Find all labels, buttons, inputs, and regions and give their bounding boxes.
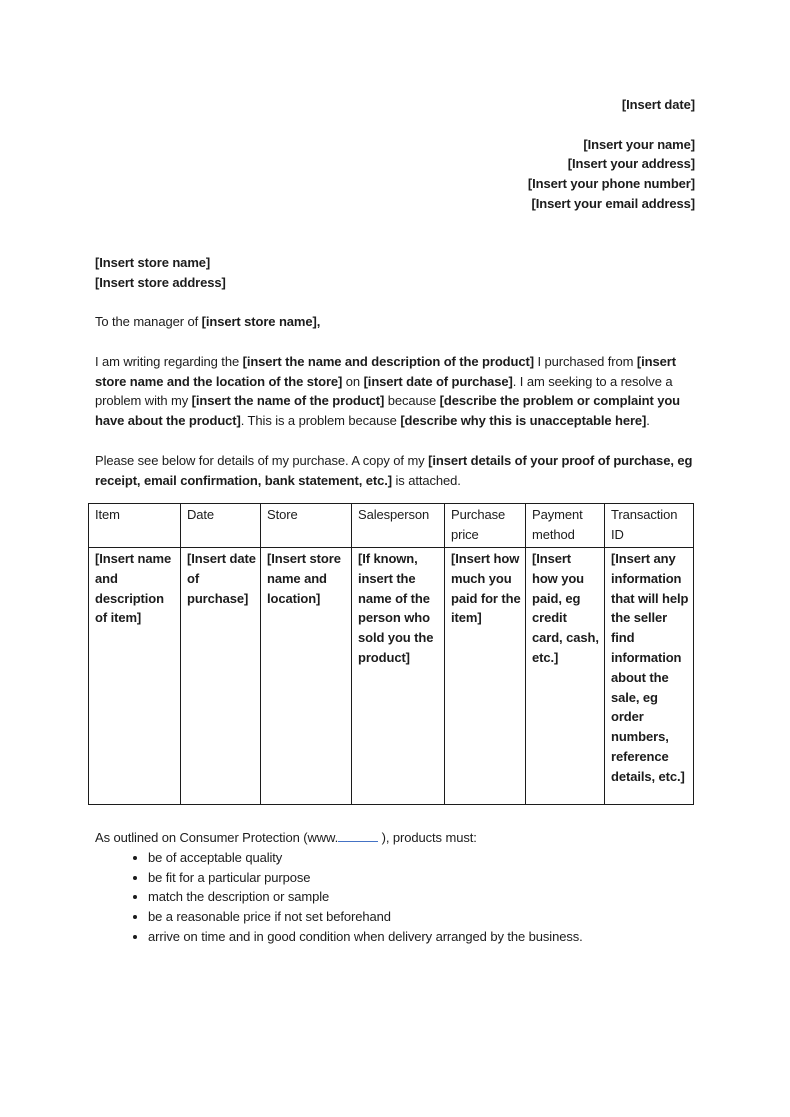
list-item: • be fit for a particular purpose [148,868,695,888]
consumer-protection-suffix: ), products must: [378,829,477,845]
list-item: • arrive on time and in good condition when delivery arranged by the business. [148,927,695,947]
insert-name-line: [Insert your name] [583,136,695,152]
table-header-transaction-id: Transaction ID [605,504,694,548]
complaint-paragraph: I am writing regarding the [insert the name and description of the product] I purchased from [insert store name and the location of the store] on [insert date of purchase]. I am seeking to a resolve a problem with my [insert the name of the product] because [describe the problem or complaint you have about the product]. This is a problem because [describe why this is unacceptable here]. [95,353,681,429]
proof-of-purchase-paragraph: Please see below for details of my purchase. A copy of my [insert details of your proof of purchase, eg receipt, email confirmation, bank statement, etc.] is attached. [95,452,693,488]
table-header-row [89,504,694,548]
store-name-line: [Insert store name] [95,254,211,270]
salutation-line: To the manager of [insert store name], [95,314,321,330]
table-cell-date: [Insert date of purchase] [181,547,261,804]
table-cell-transaction-id: [Insert any information that will help the seller find information about the sale, eg order numbers, reference details, etc.] [605,547,694,804]
insert-address-line: [Insert your address] [567,156,695,172]
insert-date-line: [Insert date] [621,97,695,112]
table-header-payment-method: Payment method [526,504,605,548]
table-row [89,547,694,804]
purchase-details-table [88,503,694,805]
table-header-store: Store [261,504,352,548]
products-requirements-list [95,848,695,947]
recipient-block [95,253,695,293]
table-cell-item: [Insert name and description of item] [89,547,181,804]
table-cell-salesperson: [If known, insert the name of the person who sold you the product] [352,547,445,804]
list-item: • match the description or sample [148,887,695,907]
table-cell-purchase-price: [Insert how much you paid for the item] [445,547,526,804]
website-blank-underline [338,829,378,842]
table-header-salesperson: Salesperson [352,504,445,548]
consumer-protection-line [95,828,695,848]
list-item: • be a reasonable price if not set beforehand [148,907,695,927]
insert-phone-line: [Insert your phone number] [527,176,695,192]
table-header-purchase-price: Purchase price [445,504,526,548]
table-cell-payment-method: [Insert how you paid, eg credit card, cash, etc.] [526,547,605,804]
sender-block [95,95,695,214]
consumer-protection-prefix: As outlined on Consumer Protection (www. [95,829,339,845]
list-item: • be of acceptable quality [148,848,695,868]
table-cell-store: [Insert store name and location] [261,547,352,804]
insert-email-line: [Insert your email address] [531,195,695,211]
table-header-item: Item [89,504,181,548]
table-header-date: Date [181,504,261,548]
store-address-line: [Insert store address] [95,274,226,290]
